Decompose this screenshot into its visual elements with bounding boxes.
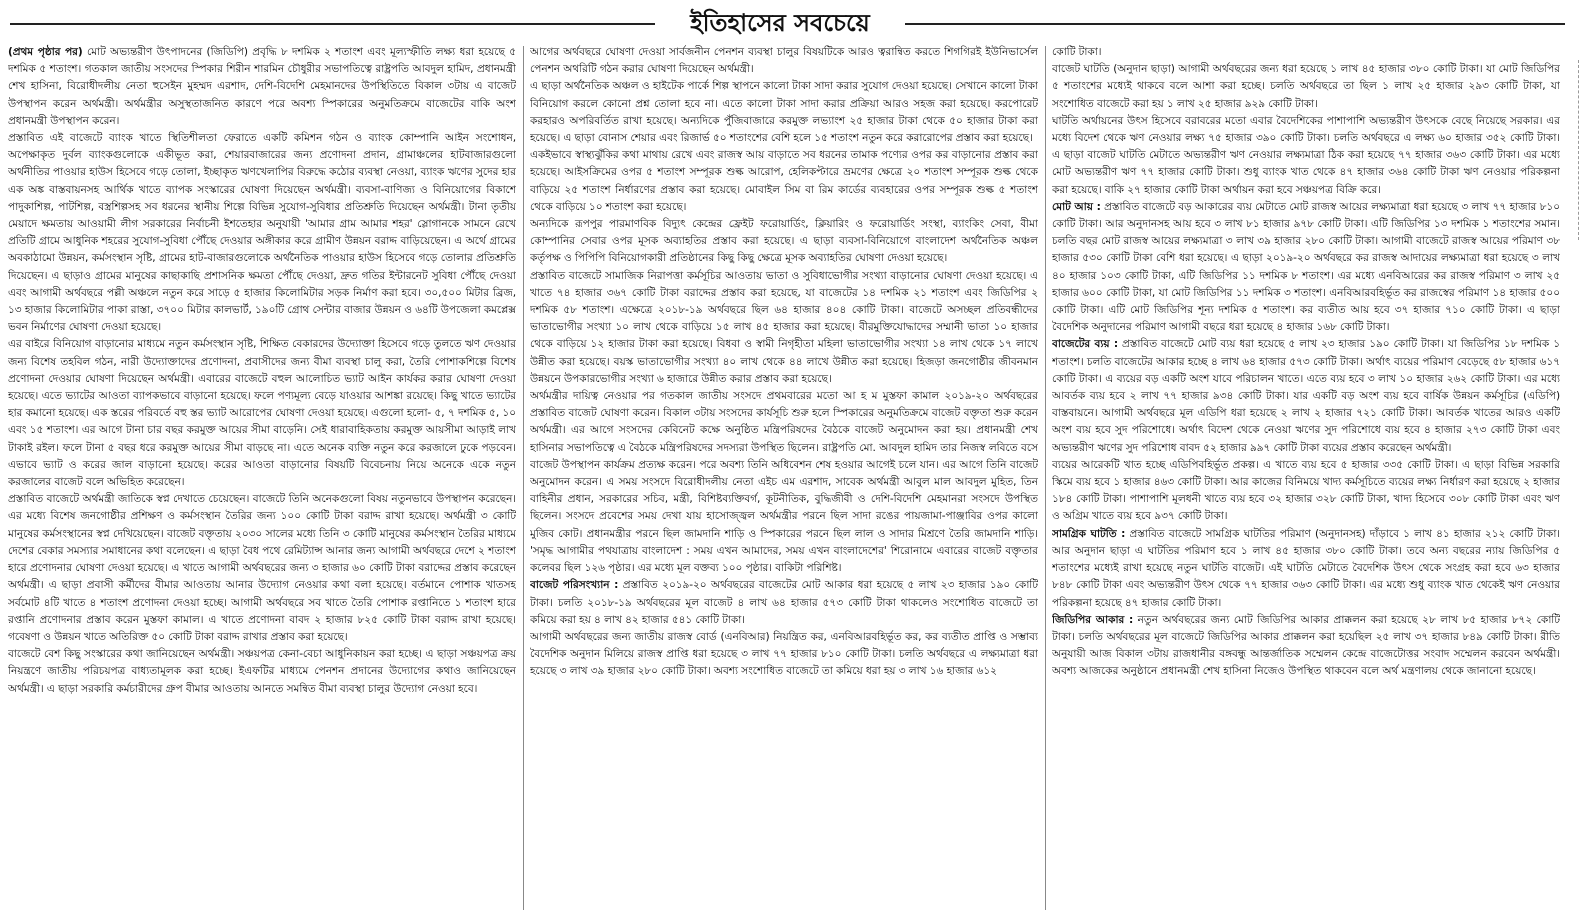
article-paragraph [8, 646, 516, 698]
article-column-3 [1052, 44, 1560, 910]
article-paragraph [1052, 113, 1560, 199]
paragraph-text: প্রস্তাবিত বাজেটে সামগ্রিক ঘাটতির পরিমাণ (অনুদানসহ) দাঁড়াবে ১ লাখ ৪১ হাজার ২১২ কোটি টাকা। আর অনুদান ছাড়া এ ঘাটতির পরিমাণ হবে ১ লাখ ৪৫ হাজার ৩৮০ কোটি টাকা। তবে অন্য বছরের ন্যায় জিডিপির ৫ শতাংশের মধ্যেই রাখা হয়েছে নতুন ঘাটতি বাজেট। এই ঘাটতি মেটাতে বৈদেশিক উৎস থেকে সংগ্রহ করা হবে ৬৩ হাজার ৮৪৮ কোটি টাকা এবং অভ্যন্তরীণ উৎস থেকে ৭৭ হাজার ৩৬৩ কোটি টাকা। এর মধ্যে শুধু ব্যাংক খাত থেকেই ঋণ নেওয়ার পরিকল্পনা হয়েছে ৪৭ হাজার কোটি টাকা। [1052, 527, 1560, 609]
article-paragraph [1052, 44, 1560, 61]
paragraph-lead: জিডিপির আকার : [1052, 613, 1134, 626]
column-divider [523, 46, 524, 910]
paragraph-lead: মোট আয় : [1052, 200, 1101, 213]
article-column-2 [530, 44, 1038, 910]
paragraph-text: একইভাবে স্বাস্থ্যঝুঁকির কথা মাথায় রেখে এবং রাজস্ব আয় বাড়াতে সব ধরনের তামাক পণ্যের ওপর কর বাড়ানোর প্রস্তাব করা হয়েছে। আইসক্রিমের ওপর ৫ শতাংশ সম্পূরক শুল্ক আরোপ, হেলিকপ্টারে ভ্রমণের ক্ষেত্রে ২০ শতাংশ সম্পূরক শুল্ক থেকে বাড়িয়ে ২৫ শতাংশ নির্ধারণের প্রস্তাব করা হয়েছে। মোবাইল সিম বা রিম কার্ডের ব্যবহারের ওপর সম্পূরক শুল্ক ৫ শতাংশ থেকে বাড়িয়ে ১০ শতাংশ করা হয়েছে। [530, 149, 1038, 213]
paragraph-text: প্রস্তাবিত ২০১৯-২০ অর্থবছরের বাজেটের মোট আকার ধরা হয়েছে ৫ লাখ ২৩ হাজার ১৯০ কোটি টাকা। চলতি ২০১৮-১৯ অর্থবছরের মূল বাজেট ৪ লাখ ৬৪ হাজার ৫৭৩ কোটি টাকা থাকলেও সংশোধিত বাজেটে তা কমিয়ে করা হয় ৪ লাখ ৪২ হাজার ৫৪১ কোটি টাকা। [530, 579, 1038, 626]
paragraph-text: আগামী অর্থবছরের জন্য জাতীয় রাজস্ব বোর্ড (এনবিআর) নিয়ন্ত্রিত কর, এনবিআরবহির্ভূত কর, কর ব্যতীত প্রাপ্তি ও সম্ভাব্য বৈদেশিক অনুদান মিলিয়ে রাজস্ব প্রাপ্তি ধরা হয়েছে ৩ লাখ ৭৭ হাজার ৮১০ কোটি টাকা। চলতি অর্থবছরে এ লক্ষ্যমাত্রা ধরা হয়েছে ৩ লাখ ৩৯ হাজার ২৮০ কোটি টাকা। অবশ্য সংশোধিত বাজেটে তা কমিয়ে ধরা হয় ৩ লাখ ১৬ হাজার ৬১২ [530, 630, 1038, 678]
article-paragraph [530, 147, 1038, 216]
paragraph-lead: বাজেট পরিসংখ্যান : [530, 579, 619, 592]
article-paragraph [530, 216, 1038, 268]
article-paragraph [530, 44, 1038, 78]
headline-rule-left [10, 23, 655, 25]
page-edge-mark [1576, 60, 1579, 240]
paragraph-lead: বাজেটের ব্যয় : [1052, 338, 1118, 351]
article-paragraph [1052, 199, 1560, 337]
paragraph-text: প্রস্তাবিত এই বাজেটে ব্যাংক খাতে স্থিতিশীলতা ফেরাতে একটি কমিশন গঠন ও ব্যাংক কোম্পানি আইন সংশোধন, অপেক্ষাকৃত দুর্বল ব্যাংকগুলোকে একীভূত করা, শেয়ারবাজারের জন্য প্রণোদনা প্রদান, গ্রামাঞ্চলের হাটবাজারগুলো অর্থনীতির পাওয়ার হাউস হিসেবে গড়ে তোলা, ইচ্ছাকৃত ঋণখেলাপির বিরুদ্ধে কঠোর ব্যবস্থা নেওয়া, ব্যাংক ঋণের সুদের হার এক অঙ্ক বাস্তবায়নসহ আর্থিক খাতে ব্যাপক সংস্কারের ঘোষণা দিয়েছেন অর্থমন্ত্রী। ব্যবসা-বাণিজ্য ও বিনিয়োগের বিকাশে পাদুকাশিল্প, পাটশিল্প, বস্ত্রশিল্পসহ সব ধরনের স্থানীয় শিল্পে বিভিন্ন সুযোগ-সুবিধার প্রতিশ্রুতি দিয়েছেন অর্থমন্ত্রী। টানা তৃতীয় মেয়াদে ক্ষমতায় আওয়ামী লীগ সরকারের নির্বাচনী ইশতেহার অনুযায়ী 'আমার গ্রাম আমার শহর' স্লোগানকে সামনে রেখে প্রতিটি গ্রামে আধুনিক শহরের সুযোগ-সুবিধা পৌঁছে দেওয়ার অঙ্গীকার করে গ্রামীণ উন্নয়ন বরাদ্দ বাড়িয়েছেন। এ অর্থে গ্রামের অবকাঠামো উন্নয়ন, কর্মসংস্থান সৃষ্টি, গ্রামের হাট-বাজারগুলোকে অর্থনৈতিক পাওয়ার হাউস হিসেবে গড়ে তোলার প্রতিশ্রুতি দিয়েছেন। এ ছাড়াও গ্রামের মানুষের কাছাকাছি প্রশাসনিক ক্ষমতা পৌঁছে দেওয়া, দ্রুত গতির ইন্টারনেট সুবিধা পৌঁছে দেওয়া এবং আগামী অর্থবছরে পল্লী অঞ্চলে নতুন করে সাড়ে ৫ হাজার কিলোমিটার সড়ক নির্মাণ করা হবে। ৩০,৫০০ মিটার ব্রিজ, ১৩ হাজার কিলোমিটার পাকা রাস্তা, ৩৭০০ মিটার কালভার্ট, ১৯০টি গ্রোথ সেন্টার বাজার উন্নয়ন ও ৬৪টি উপজেলা কমপ্লেক্স ভবন নির্মাণের ঘোষণা দেওয়া হয়েছে। [8, 132, 516, 334]
article-paragraph [1052, 61, 1560, 113]
article-paragraph [8, 44, 516, 130]
article-paragraph [1052, 612, 1560, 681]
paragraph-text: ব্যয়ের আরেকটি খাত হচ্ছে এডিপিবহির্ভূত প্রকল্প। এ খাতে ব্যয় হবে ৫ হাজার ৩৩৫ কোটি টাকা। এ ছাড়া বিভিন্ন সরকারি স্কিমে ব্যয় হবে ১ হাজার ৪৬৩ কোটি টাকা। আর কাজের বিনিময়ে খাদ্য কর্মসূচিতে ব্যয়ের লক্ষ্য নির্ধারণ করা হয়েছে ২ হাজার ১৮৪ কোটি টাকা। পাশাপাশি মূলধনী খাতে ব্যয় হবে ৩২ হাজার ৩২৮ কোটি টাকা, খাদ্য হিসেবে ৩০৮ কোটি টাকা এবং ঋণ ও অগ্রিম খাতে ব্যয় হবে ৯৩৭ কোটি টাকা। [1052, 458, 1560, 523]
paragraph-text: বাজেট ঘাটতি (অনুদান ছাড়া) আগামী অর্থবছরের জন্য ধরা হয়েছে ১ লাখ ৪৫ হাজার ৩৮০ কোটি টাকা। যা মোট জিডিপির ৫ শতাংশের মধ্যেই থাকবে বলে আশা করা হচ্ছে। চলতি অর্থবছরে তা ছিল ১ লাখ ২৫ হাজার ২৯৩ কোটি টাকা, যা সংশোধিত বাজেটে করা হয় ১ লাখ ২৫ হাজার ৯২৯ কোটি টাকা। [1052, 63, 1560, 110]
paragraph-text: এ ছাড়া অর্থনৈতিক অঞ্চল ও হাইটেক পার্কে শিল্প স্থাপনে কালো টাকা সাদা করার সুযোগ দেওয়া হয়েছে। সেখানে কালো টাকা বিনিয়োগ করলে কোনো প্রশ্ন তোলা হবে না। এতে কালো টাকা সাদা করার প্রক্রিয়া আরও সহজ করা হয়েছে। করপোরেট করহারও অপরিবর্তিত রাখা হয়েছে। অন্যদিকে পুঁজিবাজারে করমুক্ত লভ্যাংশ ২৫ হাজার টাকা থেকে ৫০ হাজার টাকা করা হয়েছে। এ ছাড়া বোনাস শেয়ার এবং রিজার্ভ ৫০ শতাংশের বেশি হলে ১৫ শতাংশ নতুন করে করারোপের প্রস্তাব করা হয়েছে। [530, 80, 1038, 145]
article-column-1 [8, 44, 516, 910]
paragraph-text: প্রস্তাবিত বাজেটে অর্থমন্ত্রী জাতিকে স্বপ্ন দেখাতে চেয়েছেন। বাজেটে তিনি অনেকগুলো বিষয় নতুনভাবে উপস্থাপন করেছেন। এর মধ্যে বিশেষ জনগোষ্ঠীর প্রশিক্ষণ ও কর্মসংস্থান তৈরির জন্য ১০০ কোটি টাকা বরাদ্দ রাখা হয়েছে। অর্থমন্ত্রী ৩ কোটি মানুষের কর্মসংস্থানের স্বপ্ন দেখিয়েছেন। বাজেট বক্তৃতায় ২০৩০ সালের মধ্যে তিনি ৩ কোটি মানুষের কর্মসংস্থান তৈরির মাধ্যমে দেশের বেকার সমস্যার সমাধানের কথা বলেছেন। এ ছাড়া বৈধ পথে রেমিট্যান্স আনার জন্য আগামী অর্থবছরে দেশে ২ শতাংশ হারে প্রণোদনার ঘোষণা দেওয়া হয়েছে। এ খাতে আগামী অর্থবছরের জন্য ৩ হাজার ৬০ কোটি টাকা বরাদ্দের প্রস্তাব করেছেন অর্থমন্ত্রী। এ ছাড়া প্রবাসী কর্মীদের বীমার আওতায় আনার উদ্যোগ নেওয়ার কথা বলা হয়েছে। বর্তমানে পোশাক খাতসহ সর্বমোট ৪টি খাতে ৪ শতাংশ প্রণোদনা দেওয়া হচ্ছে। আগামী অর্থবছরে সব খাতে তৈরি পোশাক রপ্তানিতে ১ শতাংশ হারে রপ্তানি প্রণোদনার প্রস্তাব করেন মুস্তফা কামাল। এ খাতে প্রণোদনা বাবদ ২ হাজার ৮২৫ কোটি টাকা বরাদ্দ রাখা হয়েছে। গবেষণা ও উন্নয়ন খাতে অতিরিক্ত ৫০ কোটি টাকা বরাদ্দ রাখার প্রস্তাব করা হয়েছে। [8, 493, 516, 643]
article-paragraph [530, 78, 1038, 147]
article-paragraph [530, 629, 1038, 681]
article-paragraph [8, 336, 516, 491]
article-paragraph [1052, 457, 1560, 526]
paragraph-text: প্রস্তাবিত বাজেটে বড় আকারের ব্যয় মেটাতে মোট রাজস্ব আয়ের লক্ষ্যমাত্রা ধরা হয়েছে ৩ লাখ ৭৭ হাজার ৮১০ কোটি টাকা। আর অনুদানসহ আয় হবে ৩ লাখ ৮১ হাজার ৯৭৮ কোটি টাকা। এটি জিডিপির ১৩ দশমিক ১ শতাংশের সমান। চলতি বছর মোট রাজস্ব আয়ের লক্ষ্যমাত্রা ৩ লাখ ৩৯ হাজার ২৮০ কোটি টাকা। আগামী বাজেটে রাজস্ব আয়ের পরিমাণ ৩৮ হাজার ৫৩০ কোটি টাকা বেশি ধরা হয়েছে। এ ছাড়া ২০১৯-২০ অর্থবছরে কর রাজস্ব আদায়ের লক্ষ্যমাত্রা ধরা হয়েছে ৩ লাখ ৪০ হাজার ১০৩ কোটি টাকা, এটি জিডিপির ১১ দশমিক ৮ শতাংশ। এর মধ্যে এনবিআরের কর রাজস্ব পরিমাণ ৩ লাখ ২৫ হাজার ৬০০ কোটি টাকা, যা মোট জিডিপির ১১ দশমিক ৩ শতাংশ। এনবিআরবহির্ভূত কর রাজস্বের পরিমাণ ১৪ হাজার ৫০০ কোটি টাকা। এটি মোট জিডিপির শূন্য দশমিক ৫ শতাংশ। কর ব্যতীত আয় হবে ৩৭ হাজার ৭১০ কোটি টাকা। এ ছাড়া বৈদেশিক অনুদানের পরিমাণ আগামী বছরে ধরা হয়েছে ৪ হাজার ১৬৮ কোটি টাকা। [1052, 200, 1560, 334]
paragraph-text: আগের অর্থবছরে ঘোষণা দেওয়া সার্বজনীন পেনশন ব্যবস্থা চালুর বিষয়টিকে আরও ত্বরান্বিত করতে শিগগিরই ইউনিভার্সেল পেনশন অথরিটি গঠন করার ঘোষণা দিয়েছেন অর্থমন্ত্রী। [530, 46, 1038, 76]
paragraph-text: কোটি টাকা। [1052, 46, 1102, 58]
paragraph-text: ঘাটতি অর্থায়নের উৎস হিসেবে বরাবরের মতো এবার বৈদেশিকের পাশাপাশি অভ্যন্তরীণ উৎসকে বেছে নিয়েছে সরকার। এর মধ্যে বিদেশ থেকে ঋণ নেওয়ার লক্ষ্য ৭৫ হাজার ৩৯০ কোটি টাকা। চলতি অর্থবছরে এ লক্ষ্য ৬০ হাজার ৩৫২ কোটি টাকা। এ ছাড়া বাজেট ঘাটতি মেটাতে অভ্যন্তরীণ ঋণ নেওয়ার লক্ষ্যমাত্রা ঠিক করা হয়েছে ৭৭ হাজার ৩৬৩ কোটি টাকা। এর মধ্যে মোট অভ্যন্তরীণ ঋণ ৭৭ হাজার কোটি টাকা। শুধু ব্যাংক খাত থেকে ৪৭ হাজার ৩৬৪ কোটি টাকা ঋণ নেওয়ার পরিকল্পনা করা হয়েছে। বাকি ২৭ হাজার কোটি টাকা অর্থায়ন করা হবে সঞ্চয়পত্র বিক্রি করে। [1052, 114, 1560, 196]
paragraph-text: মোট অভ্যন্তরীণ উৎপাদনের (জিডিপি) প্রবৃদ্ধি ৮ দশমিক ২ শতাংশ এবং মূল্যস্ফীতি লক্ষ্য ধরা হয়েছে ৫ দশমিক ৫ শতাংশ। গতকাল জাতীয় সংসদের স্পিকার শিরীন শারমিন চৌধুরীর সভাপতিত্বে রাষ্ট্রপতি আবদুল হামিদ, প্রধানমন্ত্রী শেখ হাসিনা, বিরোধীদলীয় নেতা হুসেইন মুহম্মদ এরশাদ, দেশি-বিদেশি মেহমানদের উপস্থিতিতে বিকাল ৩টায় এ বাজেট উপস্থাপন করেন অর্থমন্ত্রী। অর্থমন্ত্রীর অসুস্থতাজনিত কারণে পরে অবশ্য স্পিকারের অনুমতিক্রমে বাজেটের বাকি অংশ প্রধানমন্ত্রী উপস্থাপন করেন। [8, 46, 516, 127]
paragraph-text: প্রস্তাবিত বাজেটে সামাজিক নিরাপত্তা কর্মসূচির আওতায় ভাতা ও সুবিধাভোগীর সংখ্যা বাড়ানোর ঘোষণা দেওয়া হয়েছে। এ খাতে ৭৪ হাজার ৩৬৭ কোটি টাকা বরাদ্দের প্রস্তাব করা হয়েছে, যা বাজেটের ১৪ দশমিক ২১ শতাংশ এবং জিডিপির ২ দশমিক ৫৮ শতাংশ। এক্ষেত্রে ২০১৮-১৯ অর্থবছরে ছিল ৬৪ হাজার ৪০৪ কোটি টাকা। বাজেটে অসচ্ছল প্রতিবন্ধীদের ভাতাভোগীর সংখ্যা ১০ লাখ থেকে বাড়িয়ে ১৫ লাখ ৪৫ হাজার করা হয়েছে। বীরমুক্তিযোদ্ধাদের সম্মানী ভাতা ১০ হাজার থেকে বাড়িয়ে ১২ হাজার টাকা করা হয়েছে। বিধবা ও স্বামী নিগৃহীতা মহিলা ভাতাভোগীর সংখ্যা ১৪ লাখ থেকে ১৭ লাখে উন্নীত করা হয়েছে। বয়স্ক ভাতাভোগীর সংখ্যা ৪০ লাখ থেকে ৪৪ লাখে উন্নীত করা হয়েছে। হিজড়া জনগোষ্ঠীর জীবনমান উন্নয়নে উপকারভোগীর সংখ্যা ৬ হাজারে উন্নীত করার প্রস্তাব করা হয়েছে। [530, 269, 1038, 385]
headline-rule-right [905, 23, 1565, 25]
paragraph-text: প্রস্তাবিত বাজেটে মোট ব্যয় ধরা হয়েছে ৫ লাখ ২৩ হাজার ১৯০ কোটি টাকা। যা জিডিপির ১৮ দশমিক ১ শতাংশ। চলতি বাজেটের আকার হচ্ছে ৪ লাখ ৬৪ হাজার ৫৭৩ কোটি টাকা। অর্থাৎ ব্যয়ের পরিমাণ বেড়েছে ৫৮ হাজার ৬১৭ কোটি টাকা। এ ব্যয়ের বড় একটি অংশ যাবে পরিচালন খাতে। এতে ব্যয় হবে ৩ লাখ ১০ হাজার ২৬২ কোটি টাকা। এর মধ্যে আবর্তক ব্যয় হবে ২ লাখ ৭৭ হাজার ৯৩৪ কোটি টাকা। যার একটি বড় অংশ ব্যয় হবে বার্ষিক উন্নয়ন কর্মসূচির (এডিপি) বাস্তবায়নে। আগামী অর্থবছরে মূল এডিপি ধরা হয়েছে ২ লাখ ২ হাজার ৭২১ কোটি টাকা। আবর্তক খাতের আরও একটি অংশ ব্যয় হবে সুদ পরিশোধে। অর্থাৎ বিদেশ থেকে নেওয়া ঋণের সুদ পরিশোধে ব্যয় হবে ৪ হাজার ২৭৩ কোটি টাকা এবং অভ্যন্তরীণ ঋণের সুদ পরিশোধ বাবদ ৫২ হাজার ৯৯৭ কোটি টাকা ব্যয়ের প্রস্তাব করেছেন অর্থমন্ত্রী। [1052, 338, 1560, 454]
article-paragraph [8, 130, 516, 336]
paragraph-lead: সামগ্রিক ঘাটতি : [1052, 527, 1126, 540]
paragraph-text: অর্থমন্ত্রীর দায়িত্ব নেওয়ার পর গতকাল জাতীয় সংসদে প্রথমবারের মতো আ হ ম মুস্তফা কামাল ২০১৯-২০ অর্থবছরের প্রস্তাবিত বাজেট ঘোষণা করেন। বিকাল ৩টায় সংসদের কার্যসূচি শুরু হলে স্পিকারের অনুমতিক্রমে বাজেট বক্তৃতা শুরু করেন অর্থমন্ত্রী। এর আগে সংসদের কেবিনেট কক্ষে অনুষ্ঠিত মন্ত্রিপরিষদের বৈঠকে বাজেট অনুমোদন করা হয়। প্রধানমন্ত্রী শেখ হাসিনার সভাপতিত্বে এ বৈঠকে মন্ত্রিপরিষদের সদস্যরা উপস্থিত ছিলেন। রাষ্ট্রপতি মো. আবদুল হামিদ তার নিজস্ব লবিতে বসে বাজেট উপস্থাপন কার্যক্রম প্রত্যক্ষ করেন। পরে অবশ্য তিনি অধিবেশন শেষ হওয়ার আগেই চলে যান। এর আগে তিনি বাজেট অনুমোদন করেন। এ সময় সংসদে বিরোধীদলীয় নেতা এইচ এম এরশাদ, সাবেক অর্থমন্ত্রী আবুল মাল আবদুল মুহিত, তিন বাহিনীর প্রধান, সরকারের সচিব, মন্ত্রী, বিশিষ্টব্যক্তিবর্গ, কূটনীতিক, বুদ্ধিজীবী ও দেশি-বিদেশি মেহমানরা সংসদে উপস্থিত ছিলেন। সংসদে প্রবেশের সময় দেখা যায় হাসোজ্জ্বল অর্থমন্ত্রীর পরনে ছিল সাদা রঙের পায়জামা-পাঞ্জাবির ওপর কালো মুজিব কোট। প্রধানমন্ত্রীর পরনে ছিল জামদানি শাড়ি ও স্পিকারের পরনে ছিল লাল ও সাদার মিশ্রণে তৈরি জামদানি শাড়ি। 'সমৃদ্ধ আগামীর পথযাত্রায় বাংলাদেশ : সময় এখন আমাদের, সময় এখন বাংলাদেশের' শিরোনামে এবারের বাজেট বক্তৃতার কলেবর ছিল ১২৬ পৃষ্ঠার। এর মধ্যে মূল বক্তব্য ১০০ পৃষ্ঠার। বাকিটা পরিশিষ্ট। [530, 390, 1038, 575]
paragraph-text: অন্যদিকে রূপপুর পারমাণবিক বিদ্যুৎ কেন্দ্রের ফ্রেইট ফরোয়ার্ডিং, ক্লিয়ারিং ও ফরোয়ার্ডিং সংস্থা, ব্যাংকিং সেবা, বীমা কোম্পানির সেবার ওপর মূসক অব্যাহতির প্রস্তাব করা হয়েছে। এ ছাড়া ব্যবসা-বিনিয়োগে বাংলাদেশ অর্থনৈতিক অঞ্চল কর্তৃপক্ষ ও পিপিপি বিনিয়োগকারী প্রতিষ্ঠানের কিছু কিছু ক্ষেত্রে মূসক অব্যাহতির ঘোষণা দেওয়া হয়েছে। [530, 218, 1038, 265]
article-paragraph [1052, 526, 1560, 612]
article-paragraph [530, 268, 1038, 388]
headline: ইতিহাসের সবচেয়ে [690, 8, 870, 37]
article-paragraph [530, 577, 1038, 629]
paragraph-text: এর বাইরে বিনিয়োগ বাড়ানোর মাধ্যমে নতুন কর্মসংস্থান সৃষ্টি, শিক্ষিত বেকারদের উদ্যোক্তা হিসেবে গড়ে তুলতে ঋণ দেওয়ার জন্য বিশেষ তহবিল গঠন, নারী উদ্যোক্তাদের প্রণোদনা, প্রবাসীদের জন্য বীমা ব্যবস্থা চালু করা, তৈরি পোশাকশিল্পে বিশেষ প্রণোদনা দেওয়ার ঘোষণা দিয়েছেন অর্থমন্ত্রী। এবারের বাজেটে বহুল আলোচিত ভ্যাট আইন কার্যকর করার ঘোষণা দেওয়া হয়েছে। এতে ভ্যাটের আওতা ব্যাপকভাবে বাড়ানো হয়েছে। ফলে পণ্যমূল্য বেড়ে যাওয়ার আশঙ্কা রয়েছে। কিছু খাতে ভ্যাটের হার কমানো হয়েছে। এক স্তরের পরিবর্তে বহু স্তর ভ্যাট আরোপের ঘোষণা দেওয়া হয়েছে। এগুলো হলো- ৫, ৭ দশমিক ৫, ১০ এবং ১৫ শতাংশ। এর আগে টানা চার বছর করমুক্ত আয়ের সীমা বাড়েনি। সেই ধারাবাহিকতায় করমুক্ত আয়সীমা আড়াই লাখ টাকাই রইল। ফলে টানা ৫ বছর ধরে করমুক্ত আয়ের সীমা বাড়ছে না। এতে অনেক ব্যক্তি নতুন করে করজালে ঢুকে পড়বেন। এভাবে ভ্যাট ও করের জাল বাড়ানো হয়েছে। করের আওতা বাড়ানোর বিষয়টি বিবেচনায় নিয়ে অনেকে একে নতুন করজালের বাজেট বলে অভিহিত করেছেন। [8, 338, 516, 489]
article-paragraph [8, 491, 516, 646]
article-columns [8, 44, 1563, 912]
article-paragraph [530, 388, 1038, 577]
paragraph-text: নতুন অর্থবছরের জন্য মোট জিডিপির আকার প্রাক্কলন করা হয়েছে ২৮ লাখ ৮৫ হাজার ৮৭২ কোটি টাকা। চলতি অর্থবছরের মূল বাজেটে জিডিপির আকার প্রাক্কলন করা হয়েছিল ২৫ লাখ ৩৭ হাজার ৮৪৯ কোটি টাকা। রীতি অনুযায়ী আজ বিকাল ৩টায় রাজধানীর বঙ্গবন্ধু আন্তর্জাতিক সম্মেলন কেন্দ্রে বাজেটোত্তর সংবাদ সম্মেলন করবেন অর্থমন্ত্রী। অবশ্য আজকের অনুষ্ঠানে প্রধানমন্ত্রী শেখ হাসিনা নিজেও উপস্থিত থাকবেন বলে অর্থ মন্ত্রণালয় থেকে জানানো হয়েছে। [1052, 613, 1560, 678]
headline-bar [0, 6, 1581, 40]
column-divider [1045, 46, 1046, 910]
paragraph-text: বাজেটে বেশ কিছু সংস্কারের কথা জানিয়েছেন অর্থমন্ত্রী। সঞ্চয়পত্র কেনা-বেচা আধুনিকায়ন করা হচ্ছে। এ ছাড়া সঞ্চয়পত্র ক্রয় নিয়ন্ত্রণে জাতীয় পরিচয়পত্র বাধ্যতামূলক করা হচ্ছে। ইএফটির মাধ্যমে পেনশন প্রদানের উদ্যোগের কথাও জানিয়েছেন অর্থমন্ত্রী। এ ছাড়া সরকারি কর্মচারীদের গ্রুপ বীমার আওতায় আনতে সমন্বিত বীমা ব্যবস্থা চালুর উদ্যোগ নেওয়া হবে। [8, 648, 516, 695]
paragraph-lead: (প্রথম পৃষ্ঠার পর) [8, 46, 83, 58]
article-paragraph [1052, 336, 1560, 456]
